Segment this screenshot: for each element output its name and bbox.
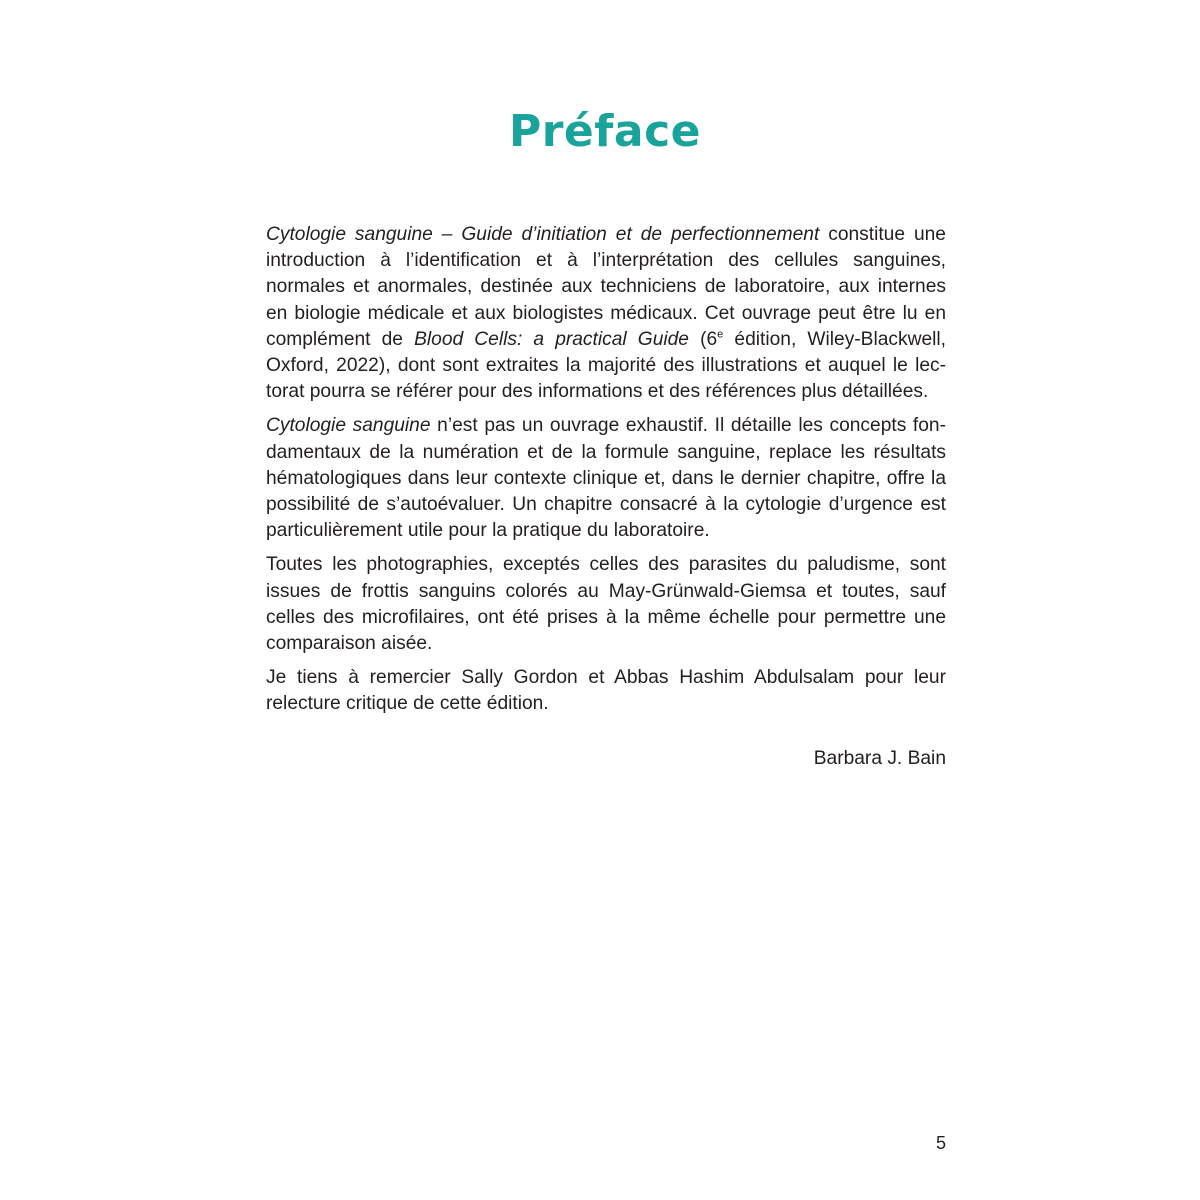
paragraph-acknowledgements: Je tiens à remercier Sally Gordon et Abbas Hashim Abdulsalam pour leur relecture critique de cette édition. xyxy=(266,667,946,715)
paragraph-text: (6 xyxy=(688,328,718,350)
paragraph-text: constitue une introduction à l’identification et à l’interprétation des cellules sanguines, normales et anormales, destinée aux techniciens de laboratoire, aux internes en biologie médicale et aux biologistes médicaux. Cet ouvrage peut être lu en complément de xyxy=(266,224,946,350)
paragraph-text: n’est pas un ouvrage exhaustif. Il détaille les concepts fondamentaux de la numération et de la formule sanguine, replace les résultats hématologiques dans leur contexte clinique et, dans le dernier chapitre, offre la possibilité de s’autoévaluer. Un chapitre consacré à la cytologie d’urgence est particulièrement utile pour la pratique du laboratoire. xyxy=(266,415,946,542)
page-title: Préface xyxy=(508,106,702,157)
paragraph-scope xyxy=(266,413,946,544)
paragraph-photographs: Toutes les photographies, exceptés celles des parasites du paludisme, sont issues de frottis sanguins colorés au May-Grünwald-Giemsa et toutes, sauf celles des microfilaires, ont été prises à la même échelle pour permettre une comparaison aisée. xyxy=(266,554,946,655)
book-title-italic: Cytologie sanguine – Guide d’initiation et de perfectionnement xyxy=(266,224,820,245)
paragraph-text: édition, Wiley-Blackwell, Oxford, 2022), dont sont extraites la majorité des illustrations et auquel le lectorat pourra se référer pour des informations et des références plus détaillées. xyxy=(266,328,946,403)
edition-superscript: e xyxy=(717,328,724,341)
paragraph-intro xyxy=(266,222,946,405)
page-number: 5 xyxy=(935,1133,946,1153)
reference-book-italic: Blood Cells: a practical Guide xyxy=(414,328,689,350)
book-title-italic: Cytologie sanguine xyxy=(266,415,431,437)
author-signature: Barbara J. Bain xyxy=(813,748,946,769)
preface-body xyxy=(266,222,946,718)
